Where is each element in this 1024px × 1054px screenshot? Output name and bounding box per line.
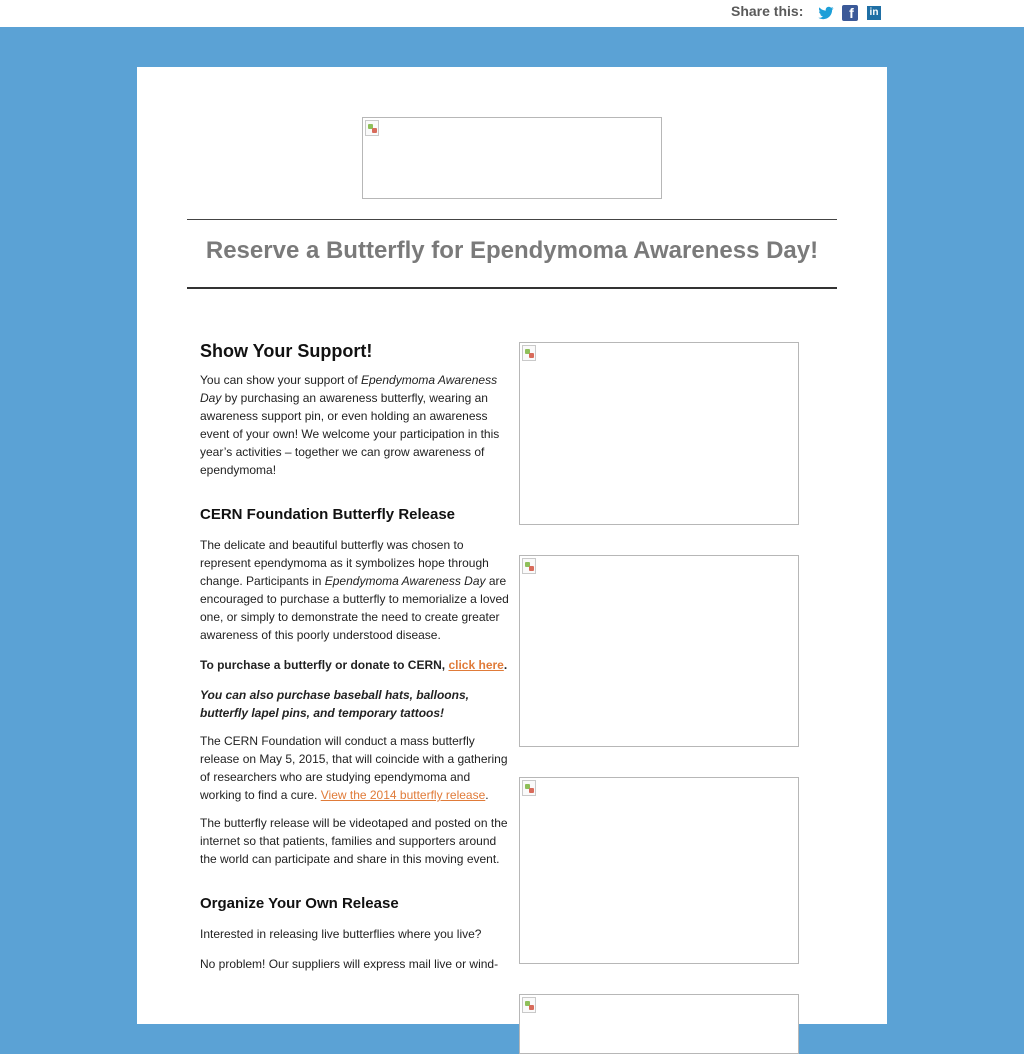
linkedin-icon[interactable] <box>866 5 882 21</box>
organize-heading: Organize Your Own Release <box>200 895 399 912</box>
purchase-end: . <box>503 658 508 672</box>
support-heading: Show Your Support! <box>200 341 373 361</box>
share-bar <box>0 0 1024 27</box>
mass-release-end: . <box>485 788 489 802</box>
share-label: Share this: <box>731 3 804 19</box>
purchase-paragraph <box>200 656 510 674</box>
release-text-b: are encouraged to purchase a butterfly to memorialize a loved one, or simply to demonstrate the need to create greater awareness of this poorly understood disease. <box>200 574 509 642</box>
click-here-link[interactable]: click here <box>448 658 504 672</box>
twitter-icon[interactable] <box>818 5 834 21</box>
broken-image-icon <box>522 780 536 796</box>
page-title: Reserve a Butterfly for Ependymoma Awareness Day! <box>205 237 819 264</box>
broken-image-icon <box>522 997 536 1013</box>
divider-bottom <box>187 287 837 289</box>
divider-top <box>187 219 837 220</box>
broken-image-icon <box>522 558 536 574</box>
organize-paragraph-2: No problem! Our suppliers will express mail live or wind- <box>200 957 499 971</box>
release-heading: CERN Foundation Butterfly Release <box>200 506 456 523</box>
purchase-text: To purchase a butterfly or donate to CERN, <box>200 658 449 672</box>
release-text-a: The delicate and beautiful butterfly was chosen to represent ependymoma as it symbolizes hope through change. Participants in <box>200 538 489 588</box>
support-text-b: by purchasing an awareness butterfly, wearing an awareness support pin, or even holding an awareness event of your own! We welcome your participation in this year’s activities – together we can grow awareness of ependymoma! <box>200 391 500 477</box>
email-card <box>137 67 887 1024</box>
butterfly-image-3 <box>519 777 799 964</box>
broken-image-icon <box>522 345 536 361</box>
linkedin-glyph-icon: in <box>866 5 882 21</box>
support-paragraph <box>200 371 510 479</box>
content-column <box>200 340 510 973</box>
facebook-icon[interactable] <box>842 5 858 21</box>
release-paragraph <box>200 536 510 644</box>
butterfly-image-1 <box>519 342 799 525</box>
mass-release-paragraph <box>200 732 510 804</box>
butterfly-image-2 <box>519 555 799 747</box>
support-text-a: You can show your support of <box>200 373 361 387</box>
butterfly-image-4 <box>519 994 799 1054</box>
organize-paragraph: Interested in releasing live butterflies where you live? <box>200 927 482 941</box>
merch-paragraph: You can also purchase baseball hats, balloons, butterfly lapel pins, and temporary tattoos! <box>200 688 469 720</box>
logo-image <box>362 117 662 199</box>
support-text-em: Ependymoma Awareness Day <box>200 373 498 405</box>
broken-image-icon <box>365 120 379 136</box>
facebook-glyph-icon: f <box>849 5 854 21</box>
video-paragraph: The butterfly release will be videotaped and posted on the internet so that patients, families and supporters around the world can participate and share in this moving event. <box>200 816 508 866</box>
release-text-em: Ependymoma Awareness Day <box>324 574 486 588</box>
mass-release-text: The CERN Foundation will conduct a mass butterfly release on May 5, 2015, that will coincide with a gathering of researchers who are studying ependymoma and working to find a cure. <box>200 734 508 802</box>
view-2014-release-link[interactable]: View the 2014 butterfly release <box>320 788 486 802</box>
